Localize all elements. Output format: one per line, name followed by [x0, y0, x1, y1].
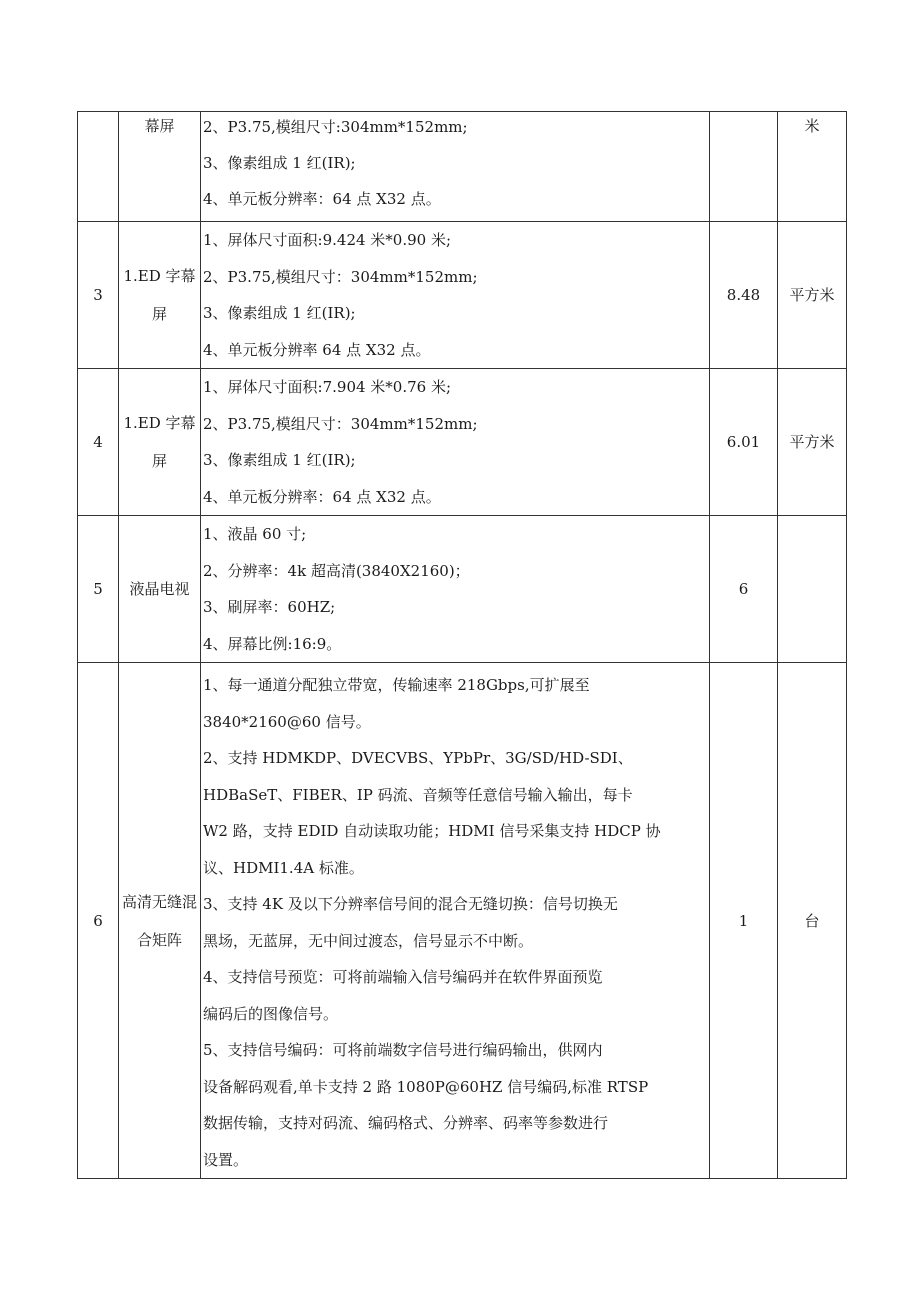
spec-line: 3、像素组成 1 红(IR);: [203, 304, 356, 322]
spec-cell: [201, 112, 710, 222]
quantity-cell: 6.01: [710, 369, 778, 516]
spec-line: 2、P3.75,模组尺寸：304mm*152mm;: [203, 267, 478, 286]
spec-cell: [201, 222, 710, 369]
spec-line: W2 路，支持 EDID 自动读取功能；HDMI 信号采集支持 HDCP 协: [203, 822, 661, 840]
spec-line: 1、屏体尺寸面积:9.424 米*0.90 米;: [203, 231, 452, 249]
item-name: 液晶电视: [129, 580, 190, 598]
table-row: [78, 222, 847, 369]
spec-line: 议、HDMI1.4A 标准。: [203, 858, 364, 877]
item-number-cell: 6: [78, 663, 119, 1179]
item-name-cell: [119, 112, 201, 222]
spec-line: 2、P3.75,模组尺寸：304mm*152mm;: [203, 414, 478, 433]
spec-line: 黑场，无蓝屏，无中间过渡态，信号显示不中断。: [203, 931, 534, 950]
spec-line: 3、支持 4K 及以下分辨率信号间的混合无缝切换：信号切换无: [203, 895, 618, 913]
spec-line: 2、分辨率：4k 超高清(3840X2160)；: [203, 561, 470, 580]
unit-cell: [778, 516, 847, 663]
spec-line: 3840*2160@60 信号。: [203, 712, 371, 731]
spec-line: 3、像素组成 1 红(IR);: [203, 154, 356, 172]
quantity-cell: 8.48: [710, 222, 778, 369]
equipment-spec-table: [77, 111, 847, 1179]
quantity-cell: 1: [710, 663, 778, 1179]
item-number-cell: 4: [78, 369, 119, 516]
item-name-cell: [119, 516, 201, 663]
unit-cell: 平方米: [778, 369, 847, 516]
spec-cell: [201, 369, 710, 516]
item-number-cell: 3: [78, 222, 119, 369]
item-name: 1.ED 字幕屏: [123, 267, 196, 323]
spec-line: 1、屏体尺寸面积:7.904 米*0.76 米;: [203, 378, 452, 396]
quantity-cell: [710, 112, 778, 222]
spec-line: 设备解码观看,单卡支持 2 路 1080P@60HZ 信号编码,标准 RTSP: [203, 1077, 649, 1096]
unit-cell: 米: [778, 112, 847, 222]
table-row: [78, 663, 847, 1179]
spec-line: 4、单元板分辨率：64 点 X32 点。: [203, 487, 441, 506]
item-name: 幕屏: [144, 117, 175, 135]
spec-line: 数据传输，支持对码流、编码格式、分辨率、码率等参数进行: [203, 1114, 609, 1132]
unit-cell: 平方米: [778, 222, 847, 369]
spec-line: 编码后的图像信号。: [203, 1004, 339, 1023]
item-number-cell: 5: [78, 516, 119, 663]
item-name: 高清无缝混合矩阵: [121, 892, 197, 949]
spec-line: 4、单元板分辨率：64 点 X32 点。: [203, 190, 441, 208]
spec-line: 3、像素组成 1 红(IR);: [203, 451, 356, 469]
item-name-cell: [119, 369, 201, 516]
spec-line: 4、屏幕比例:16:9。: [203, 634, 342, 653]
spec-cell: [201, 516, 710, 663]
spec-line: 4、单元板分辨率 64 点 X32 点。: [203, 340, 431, 359]
spec-cell: [201, 663, 710, 1179]
item-number-cell: [78, 112, 119, 222]
item-name-cell: [119, 663, 201, 1179]
spec-line: HDBaSeT、FIBER、IP 码流、音频等任意信号输入输出，每卡: [203, 785, 633, 804]
unit-cell: 台: [778, 663, 847, 1179]
spec-line: 1、液晶 60 寸;: [203, 525, 307, 543]
spec-line: 设置。: [203, 1150, 249, 1169]
table-row: [78, 112, 847, 222]
spec-line: 5、支持信号编码：可将前端数字信号进行编码输出，供网内: [203, 1041, 603, 1059]
spec-line: 4、支持信号预览：可将前端输入信号编码并在软件界面预览: [203, 968, 603, 986]
table-row: [78, 369, 847, 516]
spec-line: 1、每一通道分配独立带宽，传输速率 218Gbps,可扩展至: [203, 676, 590, 694]
quantity-cell: 6: [710, 516, 778, 663]
spec-line: 2、P3.75,模组尺寸:304mm*152mm;: [203, 118, 468, 136]
spec-line: 3、刷屏率：60HZ;: [203, 598, 336, 616]
spec-line: 2、支持 HDMKDP、DVECVBS、YPbPr、3G/SD/HD-SDI、: [203, 749, 633, 767]
item-name: 1.ED 字幕屏: [123, 414, 196, 470]
item-name-cell: [119, 222, 201, 369]
table-row: [78, 516, 847, 663]
